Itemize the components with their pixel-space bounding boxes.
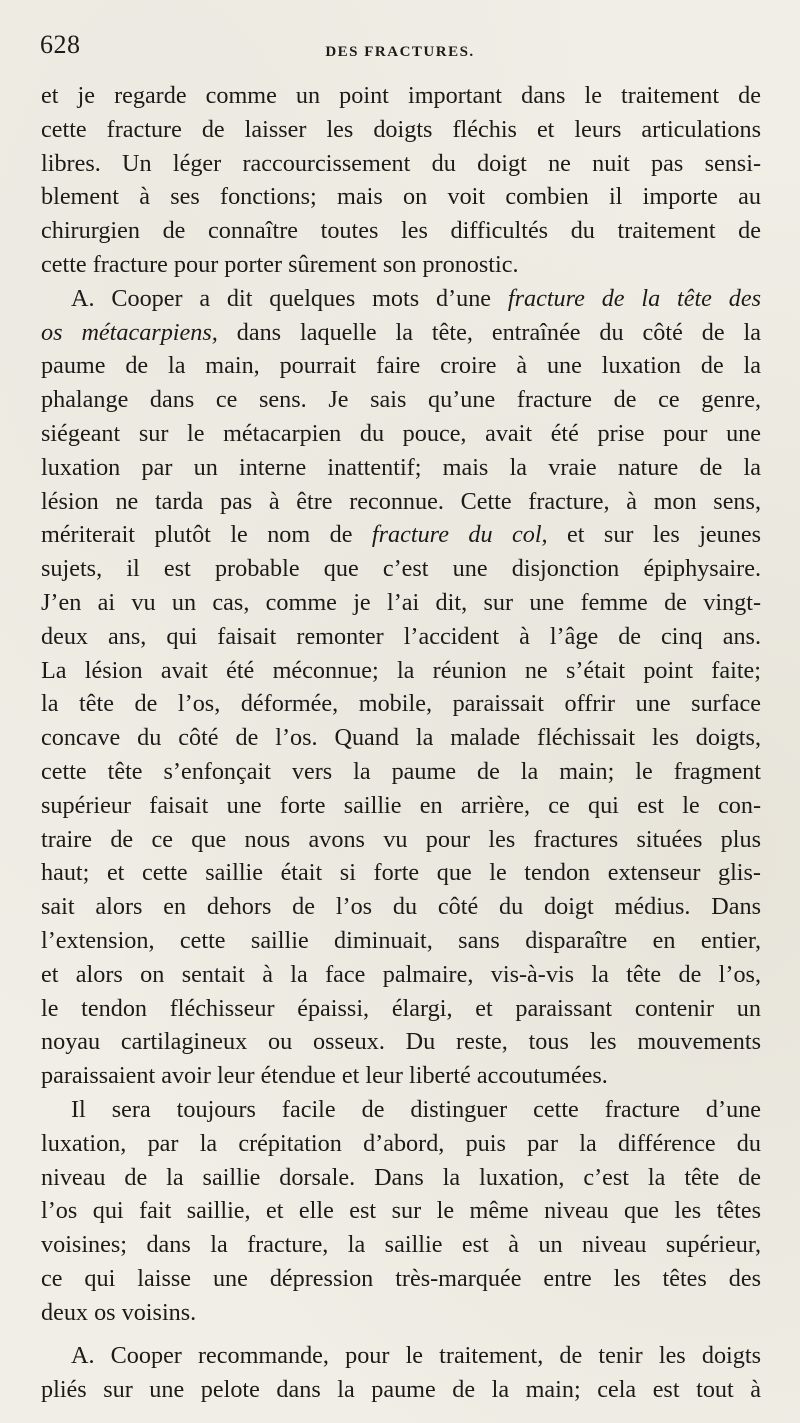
line-text: mériterait plutôt le nom de [41, 521, 372, 549]
text-line [41, 1127, 761, 1161]
text-line [41, 721, 761, 755]
line-text: l’os qui fait saillie, et elle est sur le même niveau que les têtes [41, 1197, 761, 1225]
text-line [41, 856, 761, 890]
line-text: libres. Un léger raccourcissement du doigt ne nuit pas sensi- [41, 149, 761, 177]
line-text: luxation par un interne inattentif; mais la vraie nature de la [41, 453, 761, 481]
text-line [41, 1339, 761, 1373]
text-line [41, 180, 761, 214]
paragraph-gap [41, 1329, 761, 1339]
line-text: cette tête s’enfonçait vers la paume de la main; le fragment [41, 757, 761, 785]
text-line [41, 620, 761, 654]
line-text: haut; et cette saillie était si forte que le tendon extenseur glis- [41, 859, 761, 887]
text-line [41, 349, 761, 383]
line-text: pliés sur une pelote dans la paume de la main; cela est tout à [41, 1376, 761, 1404]
line-text: cette fracture pour porter sûrement son pronostic. [41, 250, 519, 278]
text-line [41, 924, 761, 958]
text-line [41, 1373, 761, 1407]
text-line [41, 789, 761, 823]
line-text: et sur les jeunes [547, 521, 761, 549]
text-line [41, 113, 761, 147]
text-line [41, 1093, 761, 1127]
text-line [41, 383, 761, 417]
line-text: concave du côté de l’os. Quand la malade fléchissait les doigts, [41, 724, 761, 752]
text-line [41, 654, 761, 688]
text-line [41, 485, 761, 519]
page-header [40, 30, 760, 64]
line-text: traire de ce que nous avons vu pour les fractures situées plus [41, 825, 761, 853]
line-text: la tête de l’os, déformée, mobile, paraissait offrir une surface [41, 690, 761, 718]
running-title: DES FRACTURES. [325, 44, 475, 60]
line-text: chirurgien de connaître toutes les difficultés du traitement de [41, 217, 761, 245]
line-text: voisines; dans la fracture, la saillie est à un niveau supérieur, [41, 1231, 761, 1259]
text-line [41, 586, 761, 620]
line-text: J’en ai vu un cas, comme je l’ai dit, sur une femme de vingt- [41, 588, 761, 616]
italic-text: os métacarpiens, [41, 318, 218, 346]
text-line [41, 1296, 761, 1330]
text-line [41, 823, 761, 857]
line-text: cette fracture de laisser les doigts fléchis et leurs articulations [41, 115, 761, 143]
paragraph [41, 1093, 761, 1330]
text-line [41, 1025, 761, 1059]
line-text: paraissaient avoir leur étendue et leur liberté accoutumées. [41, 1062, 608, 1090]
text-line [41, 992, 761, 1026]
paragraph [41, 79, 761, 282]
line-text: et alors on sentait à la face palmaire, vis-à-vis la tête de l’os, [41, 960, 761, 988]
text-line [41, 1161, 761, 1195]
line-text: lésion ne tarda pas à être reconnue. Cette fracture, à mon sens, [41, 487, 761, 515]
line-text: La lésion avait été méconnue; la réunion ne s’était point faite; [41, 656, 761, 684]
text-line [41, 958, 761, 992]
line-text: supérieur faisait une forte saillie en arrière, ce qui est le con- [41, 791, 761, 819]
italic-text: fracture de la tête des [507, 284, 761, 312]
text-line [41, 79, 761, 113]
line-text: Il sera toujours facile de distinguer cette fracture d’une [71, 1095, 761, 1123]
line-text: le tendon fléchisseur épaissi, élargi, et paraissant contenir un [41, 994, 761, 1022]
text-line [41, 1194, 761, 1228]
italic-text: fracture du col, [371, 521, 548, 549]
text-line [41, 1228, 761, 1262]
line-text: A. Cooper recommande, pour le traitement, de tenir les doigts [71, 1342, 761, 1370]
paragraph [41, 282, 761, 1093]
line-text: et je regarde comme un point important dans le traitement de [41, 82, 761, 109]
line-text: deux os voisins. [41, 1298, 197, 1326]
text-line [41, 248, 761, 282]
line-text: A. Cooper a dit quelques mots d’une [71, 284, 508, 312]
line-text: ce qui laisse une dépression très-marquée entre les têtes des [41, 1264, 761, 1292]
line-text: noyau cartilagineux ou osseux. Du reste, tous les mouvements [41, 1028, 761, 1056]
line-text: l’extension, cette saillie diminuait, sans disparaître en entier, [41, 926, 761, 954]
text-line [41, 687, 761, 721]
line-text: paume de la main, pourrait faire croire à une luxation de la [41, 352, 761, 380]
line-text: dans laquelle la tête, entraînée du côté de la [217, 318, 761, 346]
text-line [41, 552, 761, 586]
text-line [41, 1262, 761, 1296]
line-text: sait alors en dehors de l’os du côté du doigt médius. Dans [41, 893, 761, 921]
text-line [41, 890, 761, 924]
text-line [41, 316, 761, 350]
line-text: niveau de la saillie dorsale. Dans la luxation, c’est la tête de [41, 1163, 761, 1191]
text-line [41, 417, 761, 451]
paragraph [41, 1339, 761, 1407]
line-text: blement à ses fonctions; mais on voit combien il importe au [41, 183, 761, 211]
text-line [41, 214, 761, 248]
text-line [41, 147, 761, 181]
page-number: 628 [40, 30, 81, 59]
line-text: luxation, par la crépitation d’abord, puis par la différence du [41, 1129, 761, 1157]
line-text: deux ans, qui faisait remonter l’accident à l’âge de cinq ans. [41, 622, 761, 650]
text-line [41, 282, 761, 316]
line-text: sujets, il est probable que c’est une disjonction épiphysaire. [41, 555, 761, 583]
body-text [41, 79, 761, 1407]
text-line [41, 1059, 761, 1093]
text-line [41, 755, 761, 789]
line-text: siégeant sur le métacarpien du pouce, avait été prise pour une [41, 419, 761, 447]
line-text: phalange dans ce sens. Je sais qu’une fracture de ce genre, [41, 386, 761, 414]
text-line [41, 518, 761, 552]
text-line [41, 451, 761, 485]
